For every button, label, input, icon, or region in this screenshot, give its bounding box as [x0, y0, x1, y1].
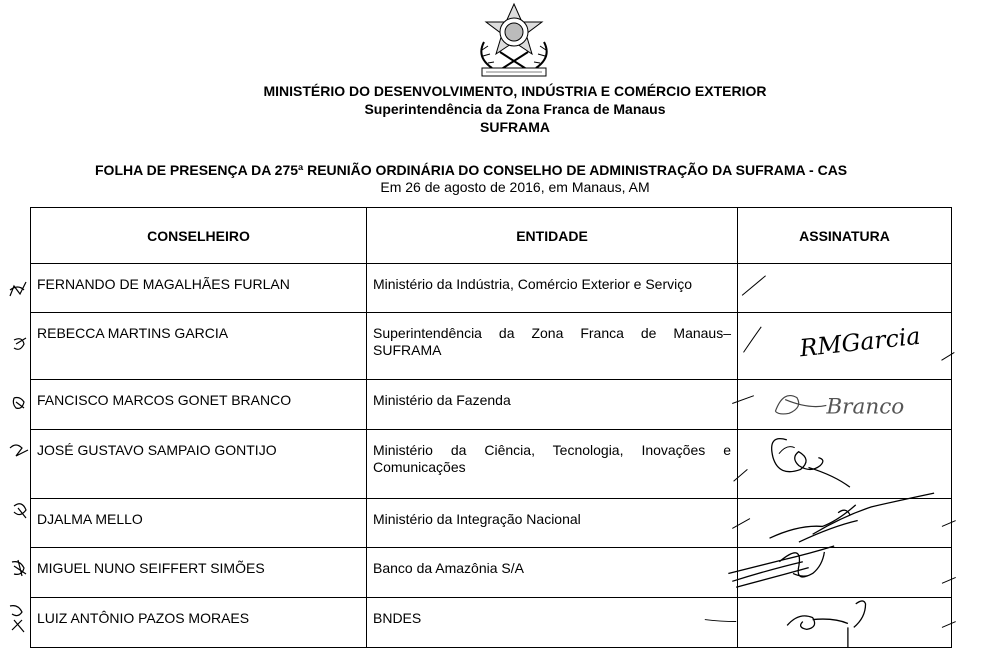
- member-name: MIGUEL NUNO SEIFFERT SIMÕES: [31, 548, 367, 598]
- signature-miguel-simoes: [738, 548, 948, 597]
- signature-text: Branco: [826, 394, 905, 420]
- table-row: [31, 430, 952, 499]
- signature-luiz-moraes: [738, 598, 948, 647]
- signature-djalma-mello: [738, 499, 948, 547]
- check-mark-icon: [12, 560, 26, 576]
- member-name: FANCISCO MARCOS GONET BRANCO: [31, 380, 367, 430]
- document-subtitle: Em 26 de agosto de 2016, em Manaus, AM: [380, 179, 650, 195]
- member-entity: Ministério da Ciência, Tecnologia, Inovações e Comunicações: [367, 430, 738, 499]
- signature-empty-mark: [738, 264, 948, 312]
- letterhead: [0, 82, 983, 136]
- column-header-assinatura: ASSINATURA: [738, 208, 952, 264]
- table-row: [31, 313, 952, 380]
- brazil-coat-of-arms-emblem: [470, 2, 558, 80]
- table-row: [31, 548, 952, 598]
- check-mark-icon: [14, 504, 26, 518]
- member-entity: Ministério da Fazenda: [367, 380, 738, 430]
- signature-text: RMGarcia: [798, 321, 922, 363]
- check-mark-icon: [10, 282, 26, 296]
- member-entity: Ministério da Indústria, Comércio Exterior e Serviço: [367, 264, 738, 313]
- check-mark-icon: [13, 398, 24, 409]
- table-row: [31, 598, 952, 648]
- signature-cell: [738, 548, 952, 598]
- table-header-row: [31, 208, 952, 264]
- ministry-name: MINISTÉRIO DO DESENVOLVIMENTO, INDÚSTRIA E COMÉRCIO EXTERIOR: [263, 83, 767, 99]
- signature-cell: [738, 380, 952, 430]
- signature-cell: [738, 499, 952, 548]
- attendance-table: [30, 207, 952, 648]
- member-entity: Ministério da Integração Nacional: [367, 499, 738, 548]
- signature-rebecca-garcia: [738, 313, 948, 379]
- signature-cell: [738, 598, 952, 648]
- member-name: FERNANDO DE MAGALHÃES FURLAN: [31, 264, 367, 313]
- column-header-entidade: ENTIDADE: [367, 208, 738, 264]
- check-mark-icon: [14, 338, 26, 349]
- agency-acronym: SUFRAMA: [480, 119, 550, 135]
- signature-cell: [738, 430, 952, 499]
- member-entity: BNDES: [367, 598, 738, 648]
- table-row: [31, 264, 952, 313]
- document-title: FOLHA DE PRESENÇA DA 275ª REUNIÃO ORDINÁRIA DO CONSELHO DE ADMINISTRAÇÃO DA SUFRAMA - CAS: [95, 162, 848, 178]
- signature-jose-gontijo: [738, 430, 948, 498]
- check-mark-icon: [10, 445, 28, 456]
- signature-cell: [738, 313, 952, 380]
- table-row: [31, 499, 952, 548]
- column-header-conselheiro: CONSELHEIRO: [31, 208, 367, 264]
- signature-cell: [738, 264, 952, 313]
- table-row: [31, 380, 952, 430]
- member-name: DJALMA MELLO: [31, 499, 367, 548]
- signature-francisco-branco: [738, 380, 948, 429]
- member-name: LUIZ ANTÔNIO PAZOS MORAES: [31, 598, 367, 648]
- member-entity: Superintendência da Zona Franca de Manaus–SUFRAMA: [367, 313, 738, 380]
- member-name: JOSÉ GUSTAVO SAMPAIO GONTIJO: [31, 430, 367, 499]
- member-name: REBECCA MARTINS GARCIA: [31, 313, 367, 380]
- check-mark-icon: [10, 606, 24, 632]
- member-entity: Banco da Amazônia S/A: [367, 548, 738, 598]
- agency-name: Superintendência da Zona Franca de Manaus: [364, 101, 666, 117]
